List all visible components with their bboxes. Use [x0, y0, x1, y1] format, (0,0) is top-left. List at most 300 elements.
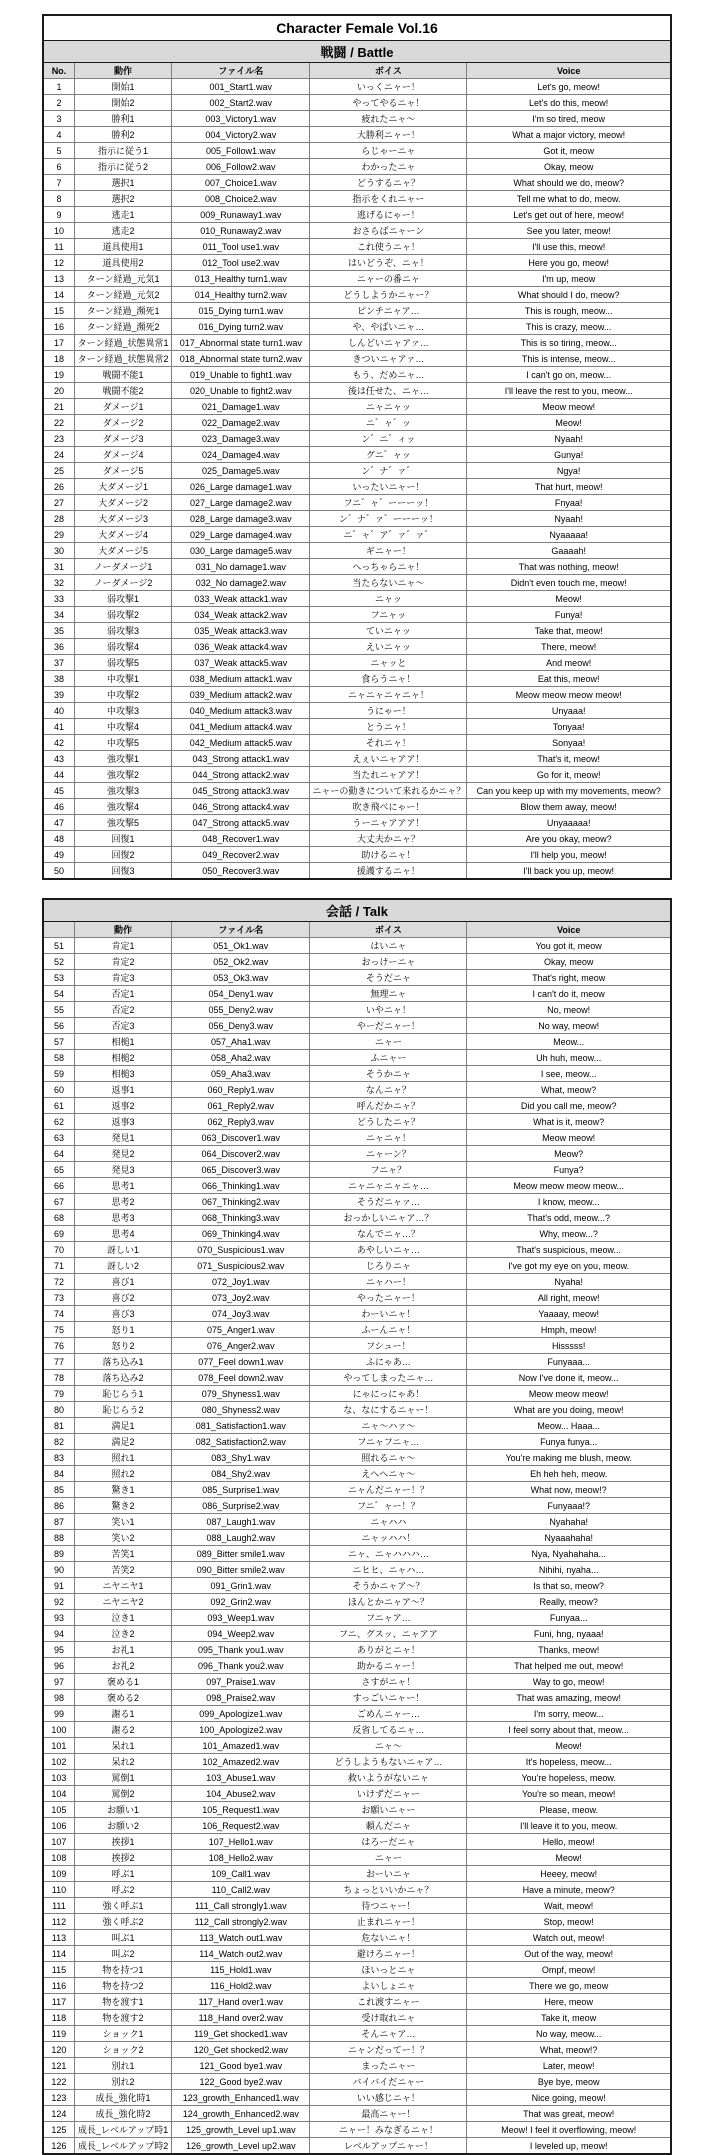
- cell-no: 5: [43, 143, 74, 159]
- table-row: [43, 559, 671, 575]
- cell-action: ターン経過_瀕死1: [74, 303, 171, 319]
- cell-voice-en: Tonyaa!: [467, 719, 671, 735]
- table-row: [43, 319, 671, 335]
- cell-voice-en: Blow them away, meow!: [467, 799, 671, 815]
- table-row: [43, 159, 671, 175]
- cell-voice-jp: な、なにするニャー！: [310, 1402, 467, 1418]
- cell-filename: 095_Thank you1.wav: [172, 1642, 310, 1658]
- cell-voice-en: Ompf, meow!: [467, 1962, 671, 1978]
- table-row: [43, 799, 671, 815]
- cell-no: 95: [43, 1642, 74, 1658]
- cell-no: 120: [43, 2042, 74, 2058]
- table-row: [43, 815, 671, 831]
- cell-filename: 049_Recover2.wav: [172, 847, 310, 863]
- cell-action: 訝しい2: [74, 1258, 171, 1274]
- cell-action: ダメージ4: [74, 447, 171, 463]
- page-title: Character Female Vol.16: [43, 15, 671, 41]
- cell-action: 照れ2: [74, 1466, 171, 1482]
- cell-action: 挨拶2: [74, 1850, 171, 1866]
- table-row: [43, 2058, 671, 2074]
- cell-filename: 089_Bitter smile1.wav: [172, 1546, 310, 1562]
- cell-filename: 005_Follow1.wav: [172, 143, 310, 159]
- cell-filename: 123_growth_Enhanced1.wav: [172, 2090, 310, 2106]
- cell-voice-en: Meow meow meow!: [467, 1386, 671, 1402]
- table-row: [43, 1706, 671, 1722]
- cell-filename: 053_Ok3.wav: [172, 970, 310, 986]
- cell-voice-jp: それニャ！: [310, 735, 467, 751]
- cell-filename: 007_Choice1.wav: [172, 175, 310, 191]
- cell-voice-jp: やーだニャー！: [310, 1018, 467, 1034]
- cell-voice-en: I know, meow...: [467, 1194, 671, 1210]
- cell-no: 35: [43, 623, 74, 639]
- cell-filename: 030_Large damage5.wav: [172, 543, 310, 559]
- table-row: [43, 1434, 671, 1450]
- table-row: [43, 511, 671, 527]
- cell-action: 大ダメージ4: [74, 527, 171, 543]
- cell-voice-jp: ニ゛ャ゛ア゛ァ゛ァ゛: [310, 527, 467, 543]
- cell-filename: 105_Request1.wav: [172, 1802, 310, 1818]
- cell-voice-jp: おーいニャ: [310, 1866, 467, 1882]
- cell-voice-jp: ニャハハ: [310, 1514, 467, 1530]
- cell-filename: 119_Get shocked1.wav: [172, 2026, 310, 2042]
- table-row: [43, 831, 671, 847]
- table-row: [43, 2010, 671, 2026]
- cell-voice-jp: やったニャー！: [310, 1290, 467, 1306]
- table-row: [43, 1178, 671, 1194]
- cell-voice-en: Unyaaa!: [467, 703, 671, 719]
- cell-voice-jp: いっくニャー！: [310, 79, 467, 95]
- cell-action: 怒り1: [74, 1322, 171, 1338]
- cell-no: 83: [43, 1450, 74, 1466]
- cell-no: 41: [43, 719, 74, 735]
- cell-no: 32: [43, 575, 74, 591]
- cell-voice-en: Are you okay, meow?: [467, 831, 671, 847]
- cell-action: 強攻撃5: [74, 815, 171, 831]
- table-row: [43, 175, 671, 191]
- table-row: [43, 751, 671, 767]
- cell-action: 泣き1: [74, 1610, 171, 1626]
- cell-filename: 091_Grin1.wav: [172, 1578, 310, 1594]
- cell-voice-jp: そんニャア…: [310, 2026, 467, 2042]
- cell-no: 93: [43, 1610, 74, 1626]
- cell-voice-jp: はろーだニャ: [310, 1834, 467, 1850]
- cell-filename: 064_Discover2.wav: [172, 1146, 310, 1162]
- cell-no: 57: [43, 1034, 74, 1050]
- cell-no: 109: [43, 1866, 74, 1882]
- cell-action: 泣き2: [74, 1626, 171, 1642]
- cell-voice-jp: よいしょニャ: [310, 1978, 467, 1994]
- cell-voice-jp: ン゛ニ゛ィッ: [310, 431, 467, 447]
- table-row: [43, 303, 671, 319]
- column-header-voice-en: Voice: [467, 63, 671, 79]
- cell-action: 思考3: [74, 1210, 171, 1226]
- cell-no: 47: [43, 815, 74, 831]
- cell-no: 115: [43, 1962, 74, 1978]
- cell-action: 苦笑1: [74, 1546, 171, 1562]
- cell-voice-jp: いけずだニャー: [310, 1786, 467, 1802]
- cell-action: 喜び1: [74, 1274, 171, 1290]
- cell-filename: 107_Hello1.wav: [172, 1834, 310, 1850]
- cell-voice-jp: 疲れたニャ～: [310, 111, 467, 127]
- cell-filename: 039_Medium attack2.wav: [172, 687, 310, 703]
- cell-action: 否定3: [74, 1018, 171, 1034]
- cell-action: 中攻撃3: [74, 703, 171, 719]
- table-row: [43, 703, 671, 719]
- table-row: [43, 1626, 671, 1642]
- cell-filename: 084_Shy2.wav: [172, 1466, 310, 1482]
- cell-voice-jp: 援護するニャ！: [310, 863, 467, 880]
- table-row: [43, 383, 671, 399]
- cell-filename: 045_Strong attack3.wav: [172, 783, 310, 799]
- cell-action: 開始2: [74, 95, 171, 111]
- cell-filename: 028_Large damage3.wav: [172, 511, 310, 527]
- cell-voice-en: Hmph, meow!: [467, 1322, 671, 1338]
- cell-no: 113: [43, 1930, 74, 1946]
- cell-action: ターン経過_元気1: [74, 271, 171, 287]
- cell-voice-en: Let's get out of here, meow!: [467, 207, 671, 223]
- cell-action: 叫ぶ1: [74, 1930, 171, 1946]
- table-row: [43, 79, 671, 95]
- cell-no: 33: [43, 591, 74, 607]
- table-row: [43, 1610, 671, 1626]
- table-row: [43, 1386, 671, 1402]
- cell-voice-en: Take it, meow: [467, 2010, 671, 2026]
- cell-no: 85: [43, 1482, 74, 1498]
- cell-voice-en: What now, meow!?: [467, 1482, 671, 1498]
- cell-no: 28: [43, 511, 74, 527]
- table-row: [43, 1210, 671, 1226]
- cell-voice-jp: ほんとかニャア～？: [310, 1594, 467, 1610]
- cell-no: 106: [43, 1818, 74, 1834]
- cell-voice-en: Gaaaah!: [467, 543, 671, 559]
- cell-action: 肯定1: [74, 938, 171, 954]
- cell-filename: 082_Satisfaction2.wav: [172, 1434, 310, 1450]
- cell-voice-jp: なんでニャ…？: [310, 1226, 467, 1242]
- cell-filename: 113_Watch out1.wav: [172, 1930, 310, 1946]
- cell-action: 呼ぶ2: [74, 1882, 171, 1898]
- cell-voice-jp: ふニャー: [310, 1050, 467, 1066]
- table-row: [43, 1738, 671, 1754]
- cell-action: 選択1: [74, 175, 171, 191]
- table-row: [43, 1658, 671, 1674]
- table-row: [43, 847, 671, 863]
- cell-action: 物を持つ2: [74, 1978, 171, 1994]
- cell-voice-jp: はいニャ: [310, 938, 467, 954]
- table-row: [43, 1050, 671, 1066]
- cell-filename: 101_Amazed1.wav: [172, 1738, 310, 1754]
- cell-action: 道具使用1: [74, 239, 171, 255]
- cell-action: 回復2: [74, 847, 171, 863]
- cell-filename: 016_Dying turn2.wav: [172, 319, 310, 335]
- cell-no: 38: [43, 671, 74, 687]
- cell-filename: 006_Follow2.wav: [172, 159, 310, 175]
- cell-voice-en: Heeey, meow!: [467, 1866, 671, 1882]
- cell-action: 褒める1: [74, 1674, 171, 1690]
- cell-no: 30: [43, 543, 74, 559]
- cell-voice-jp: そうかニャア～？: [310, 1578, 467, 1594]
- cell-action: 思考2: [74, 1194, 171, 1210]
- cell-voice-jp: 受け取れニャ: [310, 2010, 467, 2026]
- table-row: [43, 415, 671, 431]
- cell-no: 40: [43, 703, 74, 719]
- cell-voice-en: You're hopeless, meow.: [467, 1770, 671, 1786]
- cell-no: 59: [43, 1066, 74, 1082]
- cell-no: 94: [43, 1626, 74, 1642]
- cell-filename: 013_Healthy turn1.wav: [172, 271, 310, 287]
- cell-filename: 009_Runaway1.wav: [172, 207, 310, 223]
- cell-action: 返事3: [74, 1114, 171, 1130]
- cell-voice-en: I've got my eye on you, meow.: [467, 1258, 671, 1274]
- cell-voice-en: I'll help you, meow!: [467, 847, 671, 863]
- cell-action: 落ち込み1: [74, 1354, 171, 1370]
- cell-no: 118: [43, 2010, 74, 2026]
- cell-no: 78: [43, 1370, 74, 1386]
- table-row: [43, 1450, 671, 1466]
- cell-action: 謝る1: [74, 1706, 171, 1722]
- table-row: [43, 767, 671, 783]
- cell-filename: 122_Good bye2.wav: [172, 2074, 310, 2090]
- cell-no: 8: [43, 191, 74, 207]
- cell-no: 79: [43, 1386, 74, 1402]
- cell-voice-en: Meow meow!: [467, 399, 671, 415]
- cell-no: 24: [43, 447, 74, 463]
- column-header-action: 動作: [74, 63, 171, 79]
- cell-no: 9: [43, 207, 74, 223]
- cell-voice-jp: えぇいニャアア！: [310, 751, 467, 767]
- cell-no: 84: [43, 1466, 74, 1482]
- cell-filename: 114_Watch out2.wav: [172, 1946, 310, 1962]
- cell-no: 76: [43, 1338, 74, 1354]
- cell-action: 戦闘不能2: [74, 383, 171, 399]
- cell-action: 強く呼ぶ2: [74, 1914, 171, 1930]
- cell-action: 恥じらう1: [74, 1386, 171, 1402]
- cell-voice-jp: ふーんニャ！: [310, 1322, 467, 1338]
- cell-voice-en: Eh heh heh, meow.: [467, 1466, 671, 1482]
- cell-filename: 041_Medium attack4.wav: [172, 719, 310, 735]
- cell-filename: 111_Call strongly1.wav: [172, 1898, 310, 1914]
- table-row: [43, 255, 671, 271]
- cell-voice-en: What is it, meow?: [467, 1114, 671, 1130]
- cell-action: 別れ1: [74, 2058, 171, 2074]
- cell-no: 23: [43, 431, 74, 447]
- cell-no: 61: [43, 1098, 74, 1114]
- cell-action: 強攻撃4: [74, 799, 171, 815]
- table-row: [43, 1930, 671, 1946]
- table-row: [43, 687, 671, 703]
- cell-voice-en: Nyaaahaha!: [467, 1530, 671, 1546]
- cell-filename: 071_Suspicious2.wav: [172, 1258, 310, 1274]
- cell-voice-en: What should I do, meow?: [467, 287, 671, 303]
- cell-no: 86: [43, 1498, 74, 1514]
- cell-filename: 012_Tool use2.wav: [172, 255, 310, 271]
- cell-voice-en: I can't do it, meow: [467, 986, 671, 1002]
- cell-action: 物を渡す1: [74, 1994, 171, 2010]
- cell-voice-en: Nice going, meow!: [467, 2090, 671, 2106]
- cell-voice-jp: ン゛ナ゛ァ゛: [310, 463, 467, 479]
- cell-action: お礼1: [74, 1642, 171, 1658]
- cell-no: 7: [43, 175, 74, 191]
- cell-no: 126: [43, 2138, 74, 2155]
- column-header-voice-jp: ボイス: [310, 63, 467, 79]
- table-row: [43, 2122, 671, 2138]
- cell-voice-en: I'll leave the rest to you, meow...: [467, 383, 671, 399]
- cell-action: 発見2: [74, 1146, 171, 1162]
- cell-filename: 020_Unable to fight2.wav: [172, 383, 310, 399]
- table-row: [43, 1034, 671, 1050]
- cell-no: 116: [43, 1978, 74, 1994]
- cell-voice-jp: ニャニャニャニャ！: [310, 687, 467, 703]
- table-row: [43, 986, 671, 1002]
- cell-voice-jp: なんニャ？: [310, 1082, 467, 1098]
- cell-no: 104: [43, 1786, 74, 1802]
- cell-voice-en: Way to go, meow!: [467, 1674, 671, 1690]
- cell-voice-en: Unyaaaaa!: [467, 815, 671, 831]
- cell-voice-en: All right, meow!: [467, 1290, 671, 1306]
- cell-voice-jp: らじゃーニャ: [310, 143, 467, 159]
- cell-filename: 075_Anger1.wav: [172, 1322, 310, 1338]
- cell-action: ショック2: [74, 2042, 171, 2058]
- cell-voice-jp: ニャンだってー！？: [310, 2042, 467, 2058]
- cell-action: 呆れ1: [74, 1738, 171, 1754]
- cell-voice-en: Got it, meow: [467, 143, 671, 159]
- cell-voice-en: This is rough, meow...: [467, 303, 671, 319]
- cell-action: ニヤニヤ2: [74, 1594, 171, 1610]
- cell-no: 63: [43, 1130, 74, 1146]
- cell-filename: 018_Abnormal state turn2.wav: [172, 351, 310, 367]
- cell-filename: 036_Weak attack4.wav: [172, 639, 310, 655]
- cell-action: 弱攻撃1: [74, 591, 171, 607]
- cell-voice-en: No way, meow!: [467, 1018, 671, 1034]
- cell-voice-jp: どうするニャ？: [310, 175, 467, 191]
- table-row: [43, 223, 671, 239]
- sheet-title-row: [43, 15, 671, 41]
- cell-voice-en: I'll use this, meow!: [467, 239, 671, 255]
- cell-voice-en: This is so tiring, meow...: [467, 335, 671, 351]
- cell-filename: 078_Feel down2.wav: [172, 1370, 310, 1386]
- cell-action: 中攻撃5: [74, 735, 171, 751]
- cell-no: 69: [43, 1226, 74, 1242]
- cell-no: 1: [43, 79, 74, 95]
- cell-voice-en: Watch out, meow!: [467, 1930, 671, 1946]
- talk-section-banner-row: [43, 899, 671, 922]
- cell-voice-jp: とうニャ！: [310, 719, 467, 735]
- cell-filename: 103_Abuse1.wav: [172, 1770, 310, 1786]
- cell-filename: 017_Abnormal state turn1.wav: [172, 335, 310, 351]
- cell-no: 6: [43, 159, 74, 175]
- cell-filename: 085_Surprise1.wav: [172, 1482, 310, 1498]
- cell-voice-jp: へっちゃらニャ！: [310, 559, 467, 575]
- cell-voice-jp: じろりニャ: [310, 1258, 467, 1274]
- cell-action: 回復1: [74, 831, 171, 847]
- cell-action: 成長_レベルアップ時1: [74, 2122, 171, 2138]
- cell-voice-en: Really, meow?: [467, 1594, 671, 1610]
- cell-filename: 014_Healthy turn2.wav: [172, 287, 310, 303]
- cell-filename: 056_Deny3.wav: [172, 1018, 310, 1034]
- cell-no: 88: [43, 1530, 74, 1546]
- cell-filename: 040_Medium attack3.wav: [172, 703, 310, 719]
- cell-voice-en: What are you doing, meow!: [467, 1402, 671, 1418]
- column-header-filename: ファイル名: [172, 63, 310, 79]
- cell-no: 56: [43, 1018, 74, 1034]
- table-row: [43, 1146, 671, 1162]
- cell-filename: 112_Call strongly2.wav: [172, 1914, 310, 1930]
- cell-voice-en: Let's go, meow!: [467, 79, 671, 95]
- cell-voice-jp: おさらばニャーン: [310, 223, 467, 239]
- cell-voice-en: That was great, meow!: [467, 2106, 671, 2122]
- table-row: [43, 1770, 671, 1786]
- cell-voice-en: Funyaa...: [467, 1610, 671, 1626]
- cell-no: 55: [43, 1002, 74, 1018]
- cell-action: 否定1: [74, 986, 171, 1002]
- cell-no: 89: [43, 1546, 74, 1562]
- cell-voice-en: Meow meow meow meow...: [467, 1178, 671, 1194]
- cell-filename: 067_Thinking2.wav: [172, 1194, 310, 1210]
- cell-action: ダメージ1: [74, 399, 171, 415]
- battle-section-banner-row: [43, 41, 671, 63]
- cell-voice-en: You're so mean, meow!: [467, 1786, 671, 1802]
- cell-voice-jp: これ使うニャ！: [310, 239, 467, 255]
- cell-voice-en: Fnyaa!: [467, 495, 671, 511]
- cell-action: 大ダメージ2: [74, 495, 171, 511]
- cell-no: 20: [43, 383, 74, 399]
- cell-voice-en: There we go, meow: [467, 1978, 671, 1994]
- cell-voice-jp: ニャーの番ニャ: [310, 271, 467, 287]
- table-row: [43, 1242, 671, 1258]
- cell-filename: 042_Medium attack5.wav: [172, 735, 310, 751]
- cell-voice-en: That's odd, meow...?: [467, 1210, 671, 1226]
- cell-voice-en: I feel sorry about that, meow...: [467, 1722, 671, 1738]
- cell-voice-en: I can't go on, meow...: [467, 367, 671, 383]
- cell-filename: 109_Call1.wav: [172, 1866, 310, 1882]
- cell-voice-en: That's right, meow: [467, 970, 671, 986]
- column-header-voice-en: Voice: [467, 922, 671, 938]
- cell-no: 14: [43, 287, 74, 303]
- cell-voice-en: Nyaaaaa!: [467, 527, 671, 543]
- cell-voice-jp: ニャニャニャニャ…: [310, 1178, 467, 1194]
- cell-voice-jp: ニャハー！: [310, 1274, 467, 1290]
- cell-action: 挨拶1: [74, 1834, 171, 1850]
- cell-voice-en: And meow!: [467, 655, 671, 671]
- cell-action: ダメージ3: [74, 431, 171, 447]
- table-row: [43, 1130, 671, 1146]
- cell-filename: 003_Victory1.wav: [172, 111, 310, 127]
- table-row: [43, 1914, 671, 1930]
- cell-voice-en: Nyahaha!: [467, 1514, 671, 1530]
- cell-filename: 088_Laugh2.wav: [172, 1530, 310, 1546]
- table-row: [43, 954, 671, 970]
- cell-voice-jp: おっかしいニャア…？: [310, 1210, 467, 1226]
- cell-voice-jp: いい感じニャ！: [310, 2090, 467, 2106]
- cell-voice-jp: あやしいニャ…: [310, 1242, 467, 1258]
- table-row: [43, 1098, 671, 1114]
- talk-table-body: [43, 938, 671, 2155]
- cell-voice-en: Can you keep up with my movements, meow?: [467, 783, 671, 799]
- cell-action: 落ち込み2: [74, 1370, 171, 1386]
- cell-action: 戦闘不能1: [74, 367, 171, 383]
- cell-action: 返事1: [74, 1082, 171, 1098]
- cell-voice-jp: もう、だめニャ…: [310, 367, 467, 383]
- cell-no: 80: [43, 1402, 74, 1418]
- cell-voice-en: This is intense, meow...: [467, 351, 671, 367]
- cell-no: 53: [43, 970, 74, 986]
- cell-filename: 046_Strong attack4.wav: [172, 799, 310, 815]
- cell-filename: 037_Weak attack5.wav: [172, 655, 310, 671]
- cell-filename: 100_Apologize2.wav: [172, 1722, 310, 1738]
- cell-filename: 029_Large damage4.wav: [172, 527, 310, 543]
- cell-no: 37: [43, 655, 74, 671]
- cell-voice-jp: うにゃー！: [310, 703, 467, 719]
- cell-action: 発見3: [74, 1162, 171, 1178]
